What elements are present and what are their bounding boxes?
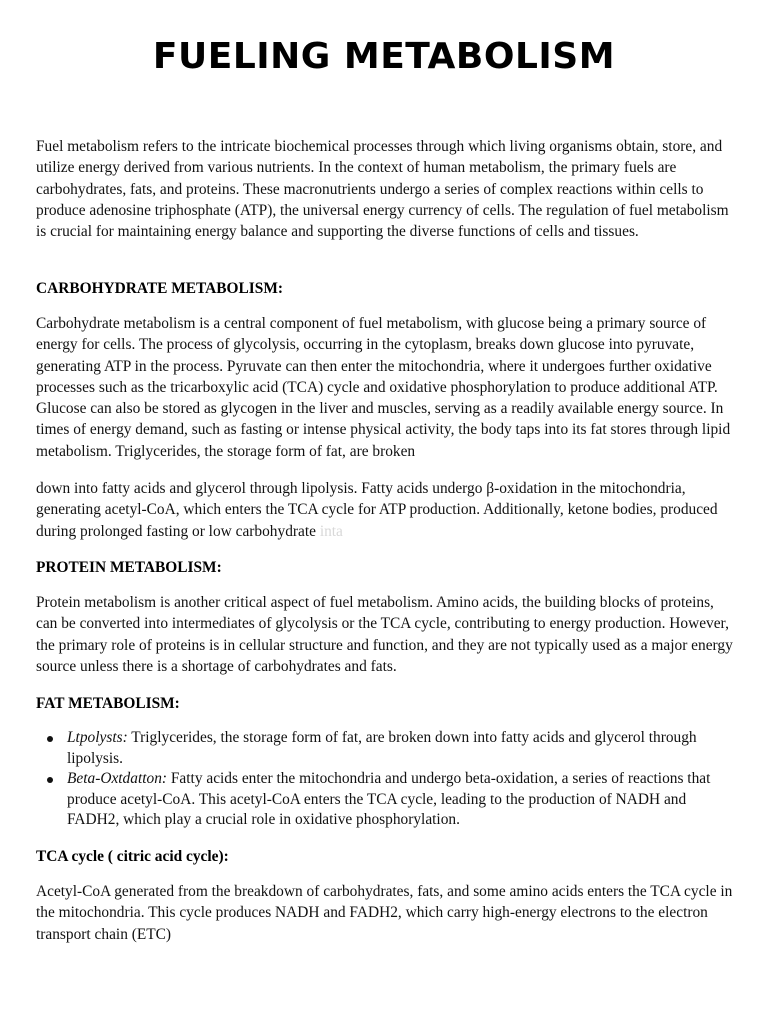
tca-paragraph: Acetyl-CoA generated from the breakdown of carbohydrates, fats, and some amino acids enters the TCA cycle in the mitochondria. This cycle produces NADH and FADH2, which carry high-energy electrons to the electron transport chain (ETC) — [36, 883, 733, 943]
carbohydrate-paragraph: Carbohydrate metabolism is a central component of fuel metabolism, with glucose being a primary source of energy for cells. The process of glycolysis, occurring in the cytoplasm, breaks down glucose into pyruvate, generating ATP in the process. Pyruvate can then enter the mitochondria, where it undergoes further oxidative processes such as the tricarboxylic acid (TCA) cycle and oxidative phosphorylation to produce additional ATP. Glucose can also be stored as glycogen in the liver and muscles, serving as a readily available energy source. In times of energy demand, such as fasting or intense physical activity, the body taps into its fat stores through lipid metabolism. Triglycerides, the storage form of fat, are broken — [36, 315, 731, 460]
intro-paragraph: Fuel metabolism refers to the intricate biochemical processes through which living organisms obtain, store, and utilize energy derived from various nutrients. In the context of human metabolism, the primary fuels are carbohydrates, fats, and proteins. These macronutrients undergo a series of complex reactions within cells to produce adenosine triphosphate (ATP), the universal energy currency of cells. The regulation of fuel metabolism is crucial for maintaining energy balance and supporting the diverse functions of cells and tissues. — [36, 138, 729, 241]
protein-paragraph: Protein metabolism is another critical aspect of fuel metabolism. Amino acids, the building blocks of proteins, can be converted into intermediates of glycolysis or the TCA cycle, contributing to energy production. However, the primary role of proteins is in cellular structure and function, and they are not typically used as a major energy source unless there is a shortage of carbohydrates and fats. — [36, 594, 733, 675]
bullet-text: Triglycerides, the storage form of fat, are broken down into fatty acids and glycerol through lipolysis. — [67, 729, 697, 767]
bullet-term: Beta-Oxtdatton: — [67, 770, 168, 787]
bullet-icon — [47, 777, 53, 783]
list-item — [36, 769, 736, 831]
fat-bullet-list — [36, 728, 736, 831]
faded-text: inta — [319, 522, 343, 540]
protein-heading: PROTEIN METABOLISM: — [36, 559, 222, 576]
fat-heading: FAT METABOLISM: — [36, 695, 180, 712]
page-title: FUELING METABOLISM — [152, 36, 616, 77]
carbohydrate-heading: CARBOHYDRATE METABOLISM: — [36, 280, 283, 297]
carbohydrate-continuation-text: down into fatty acids and glycerol through lipolysis. Fatty acids undergo β-oxidation in the mitochondria, generating acetyl-CoA, which enters the TCA cycle for ATP production. Additionally, ketone bodies, produced during prolonged fasting or low carbohydrate — [36, 480, 718, 540]
bullet-term: Ltpolysts: — [67, 729, 128, 746]
bullet-icon — [47, 736, 53, 742]
bullet-text: Fatty acids enter the mitochondria and undergo beta-oxidation, a series of reactions that produce acetyl-CoA. This acetyl-CoA enters the TCA cycle, leading to the production of NADH and FADH2, which play a crucial role in oxidative phosphorylation. — [67, 770, 711, 828]
tca-heading: TCA cycle ( citric acid cycle): — [36, 848, 229, 865]
list-item — [36, 728, 736, 769]
carbohydrate-continuation-paragraph — [36, 478, 736, 542]
